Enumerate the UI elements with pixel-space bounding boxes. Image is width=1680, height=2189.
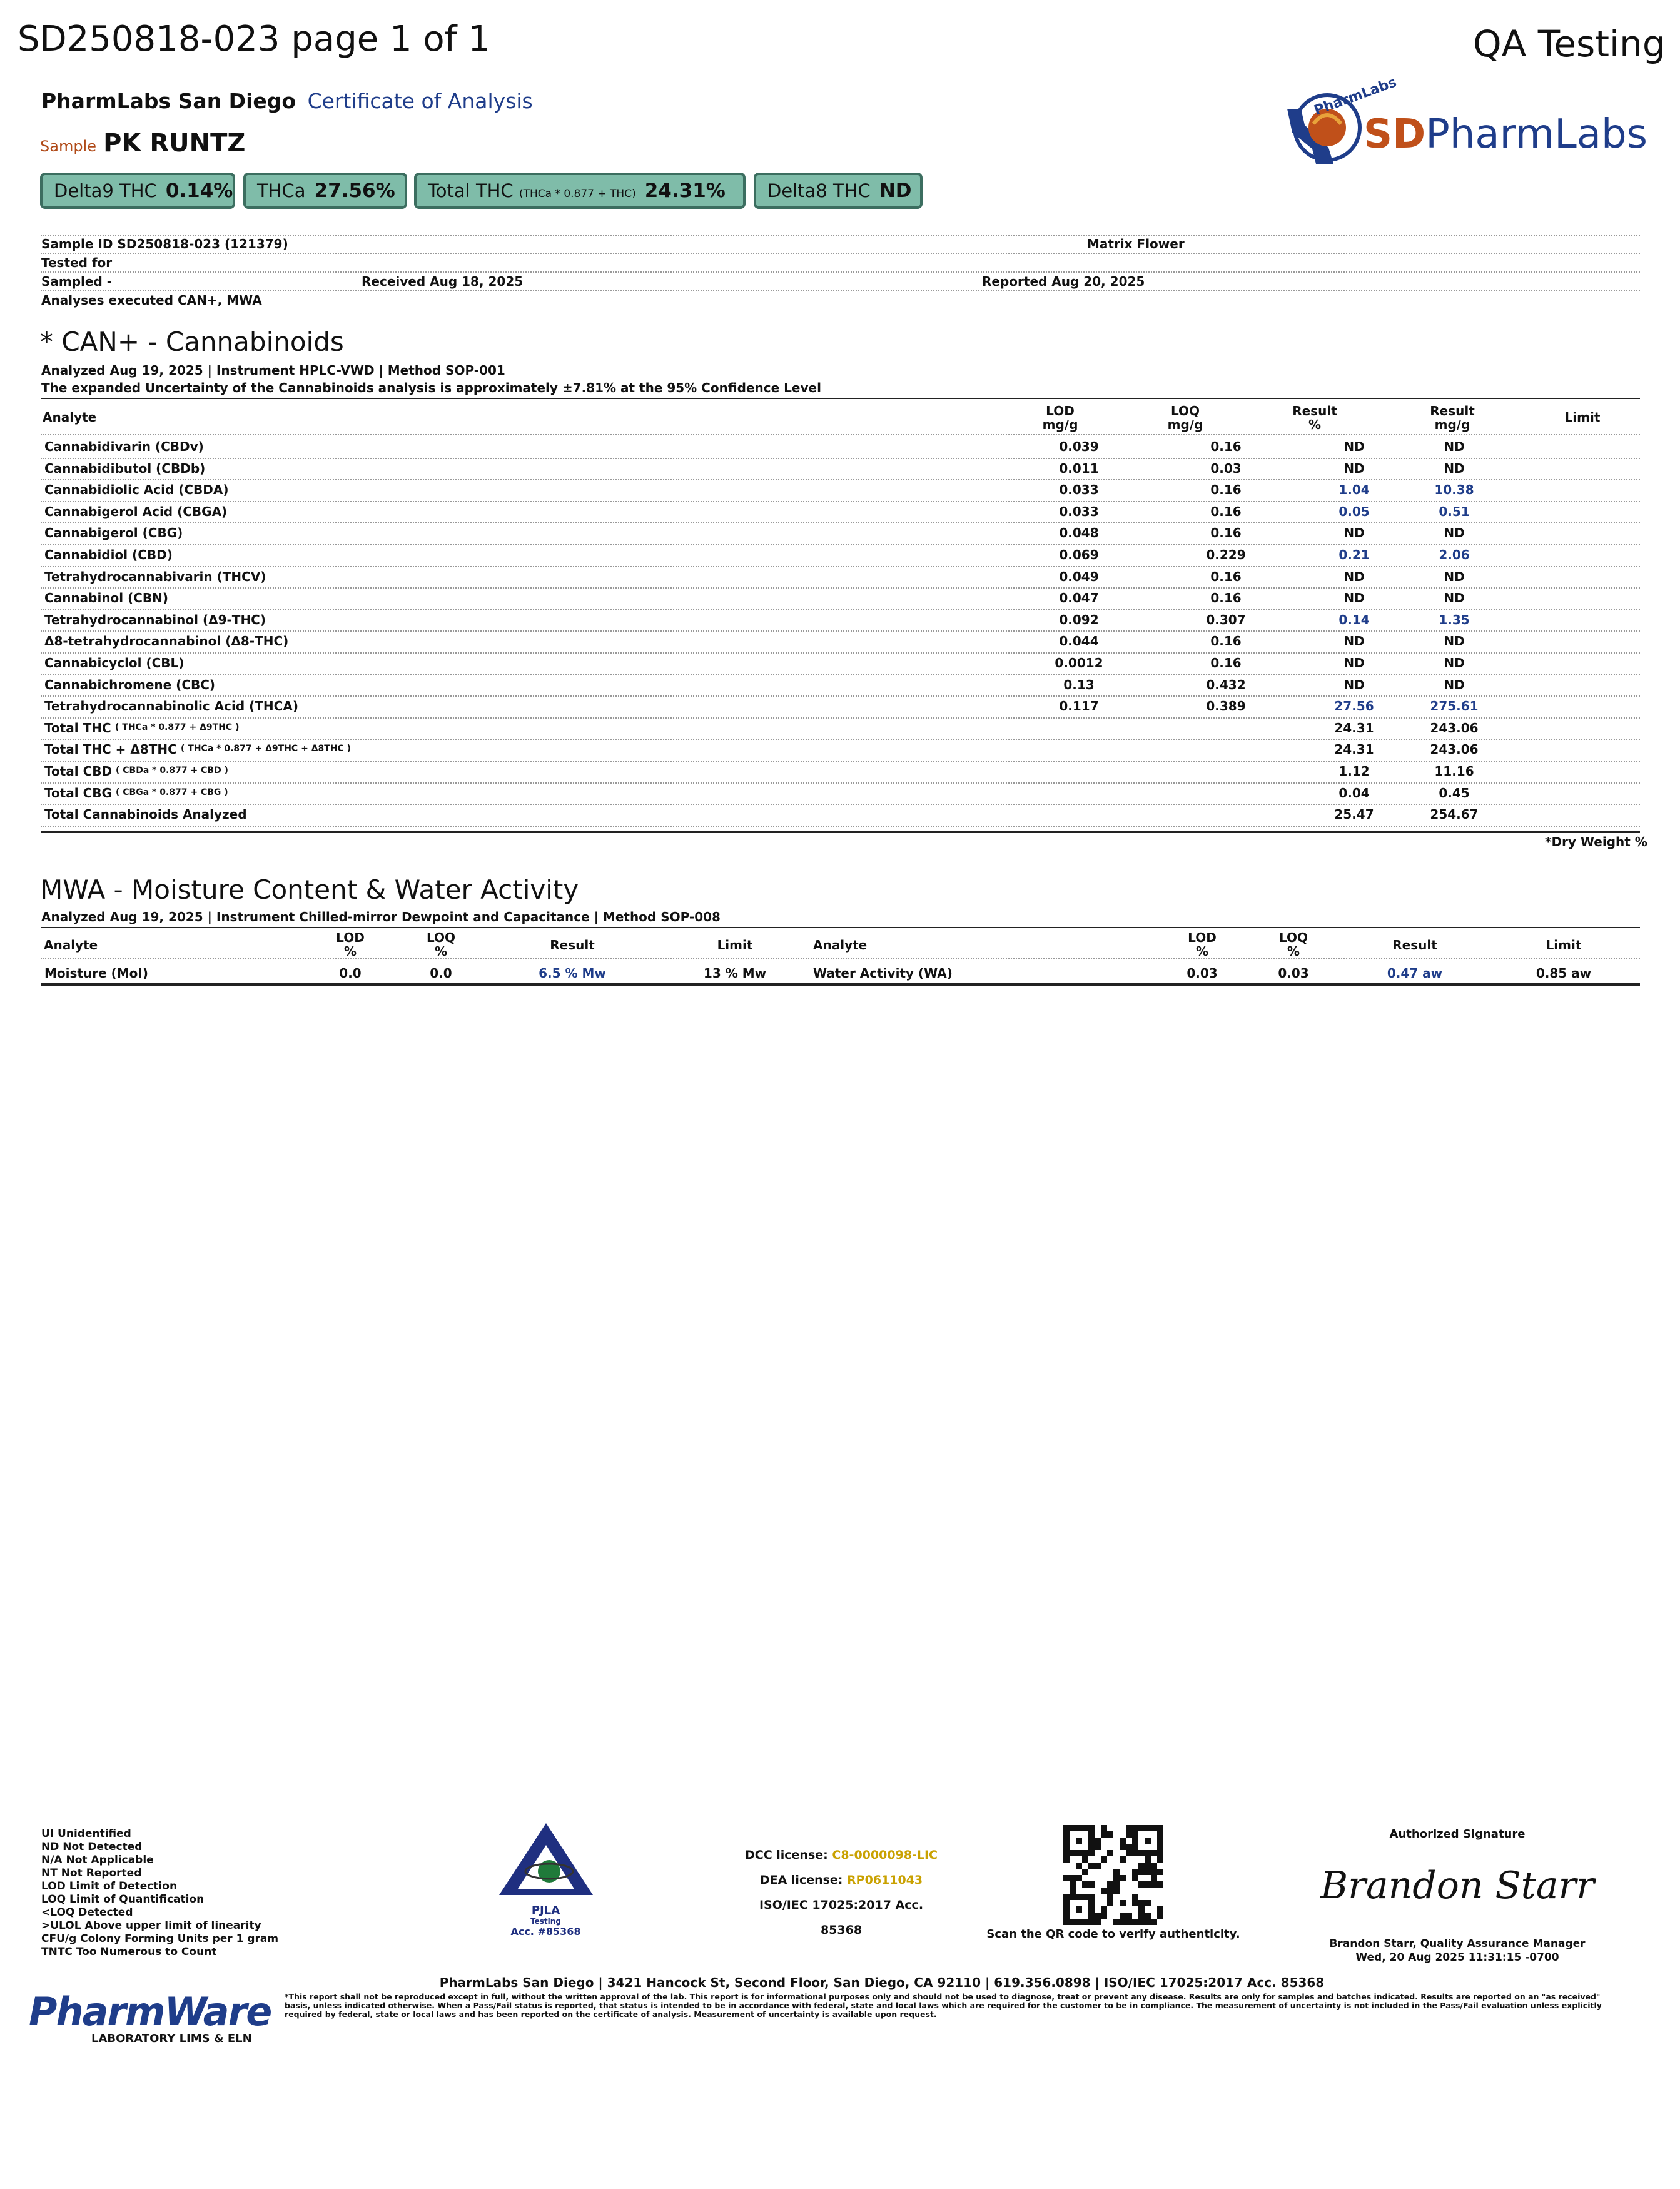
- divider: [41, 826, 1640, 827]
- table-row: [41, 458, 1640, 480]
- analyte-name: Δ8-tetrahydrocannabinol (Δ8-THC): [44, 634, 289, 649]
- pill-label: Total THC: [428, 180, 514, 201]
- legend-item: LOQ Limit of Quantification: [41, 1893, 205, 1906]
- sd-pharmlabs-logo: [1276, 74, 1647, 175]
- qr-caption: Scan the QR code to verify authenticity.: [986, 1928, 1240, 1941]
- pill-formula: (THCa * 0.877 + THC): [519, 188, 636, 200]
- col-result-mg: Result mg/g: [1430, 403, 1475, 432]
- table-row: [41, 653, 1640, 675]
- result-pct: 1.12: [1338, 764, 1370, 779]
- loq-value: 0.16: [1210, 590, 1242, 606]
- loq-value: 0.16: [1210, 482, 1242, 498]
- pill-label: Delta8 THC: [767, 180, 871, 201]
- analyte-name: Cannabidivarin (CBDv): [44, 439, 204, 454]
- col-lod: LOD mg/g: [1042, 403, 1078, 432]
- divider: [41, 290, 1640, 291]
- result-pct: ND: [1343, 655, 1365, 670]
- result-pct: 0.14: [1338, 612, 1370, 627]
- pjla-triangle-icon: [493, 1820, 599, 1901]
- divider: [41, 253, 1640, 254]
- table-row: [41, 675, 1640, 697]
- result-mg: 11.16: [1434, 764, 1474, 779]
- result-mg: ND: [1444, 634, 1465, 649]
- pill-value: ND: [879, 179, 912, 202]
- result-mg: ND: [1444, 525, 1465, 541]
- mwa-wa-lod: 0.03: [1187, 966, 1218, 981]
- lod-value: 0.0012: [1055, 655, 1103, 670]
- pjla-badge: [491, 1820, 600, 1945]
- signature-name-title: Brandon Starr, Quality Assurance Manager: [1329, 1938, 1586, 1950]
- loq-value: 0.307: [1206, 612, 1246, 627]
- result-pct: ND: [1343, 590, 1365, 606]
- result-mg: ND: [1444, 655, 1465, 670]
- sampled: Sampled -: [41, 274, 113, 289]
- result-pct: 0.21: [1338, 547, 1370, 562]
- sample-line: [40, 129, 245, 158]
- loq-value: 0.16: [1210, 525, 1242, 541]
- lod-value: 0.039: [1059, 439, 1099, 454]
- pill-value: 0.14%: [165, 179, 233, 202]
- dry-weight-note: *Dry Weight %: [1545, 834, 1647, 849]
- mwa-col-loq2: LOQ %: [1278, 930, 1308, 959]
- result-mg: ND: [1444, 439, 1465, 454]
- formula: ( THCa * 0.877 + Δ9THC + Δ8THC ): [181, 744, 352, 754]
- lod-value: 0.092: [1059, 612, 1099, 627]
- licenses: [738, 1843, 944, 1943]
- lod-value: 0.044: [1059, 634, 1099, 649]
- mwa-analyzed-line: Analyzed Aug 19, 2025 | Instrument Chilled-mirror Dewpoint and Capacitance | Method SOP-008: [41, 909, 721, 924]
- signature-datetime: Wed, 20 Aug 2025 11:31:15 -0700: [1355, 1951, 1559, 1964]
- legend-item: <LOQ Detected: [41, 1906, 133, 1919]
- legend-item: LOD Limit of Detection: [41, 1880, 178, 1893]
- mwa-moisture-result: 6.5 % Mw: [539, 966, 606, 981]
- logo-wordmark: [1364, 111, 1647, 158]
- pill-thca: [243, 173, 407, 209]
- iso-accreditation: ISO/IEC 17025:2017 Acc. 85368: [759, 1898, 924, 1937]
- coa-label: Certificate of Analysis: [307, 89, 533, 113]
- lod-value: 0.069: [1059, 547, 1099, 562]
- analyte-name: Total CBD: [44, 764, 113, 779]
- mwa-col-result2: Result: [1392, 938, 1437, 953]
- qa-testing-label: QA Testing: [1473, 23, 1666, 65]
- result-mg: 2.06: [1439, 547, 1470, 562]
- analyte-name: Cannabichromene (CBC): [44, 677, 216, 692]
- table-row: [41, 588, 1640, 610]
- mwa-wa-name: Water Activity (WA): [813, 966, 953, 981]
- formula: ( CBDa * 0.877 + CBD ): [116, 766, 228, 776]
- dcc-value: C8-0000098-LIC: [832, 1848, 938, 1862]
- loq-value: 0.03: [1210, 460, 1242, 476]
- signature-label: Authorized Signature: [1389, 1828, 1526, 1841]
- table-row: [41, 696, 1640, 718]
- sample-prefix: Sample: [40, 138, 96, 155]
- lod-value: 0.011: [1059, 460, 1099, 476]
- legend-item: N/A Not Applicable: [41, 1854, 154, 1866]
- mwa-bottom-rule: [41, 983, 1640, 986]
- mwa-col-limit: Limit: [717, 938, 753, 953]
- mwa-col-analyte: Analyte: [44, 938, 98, 953]
- result-mg: 1.35: [1439, 612, 1470, 627]
- mwa-wa-result: 0.47 aw: [1387, 966, 1443, 981]
- total-row: [41, 804, 1640, 826]
- result-mg: 254.67: [1430, 807, 1479, 822]
- result-mg: 275.61: [1430, 699, 1479, 714]
- total-row: [41, 783, 1640, 805]
- legend-item: NT Not Reported: [41, 1867, 142, 1879]
- result-mg: ND: [1444, 569, 1465, 584]
- col-result-pct: Result %: [1292, 403, 1337, 432]
- loq-value: 0.229: [1206, 547, 1246, 562]
- matrix: Matrix Flower: [1087, 236, 1185, 251]
- total-row: [41, 718, 1640, 740]
- footer-address: PharmLabs San Diego | 3421 Hancock St, Second Floor, San Diego, CA 92110 | 619.356.0898 | ISO/IEC 17025:2017 Acc. 85368: [439, 1975, 1325, 1990]
- mwa-row: [41, 963, 1640, 985]
- formula: ( THCa * 0.877 + Δ9THC ): [115, 722, 240, 732]
- lod-value: 0.117: [1059, 699, 1099, 714]
- loq-value: 0.16: [1210, 655, 1242, 670]
- pill-label: THCa: [257, 180, 306, 201]
- pjla-acc: Acc. #85368: [510, 1926, 581, 1938]
- table-bottom-rule: [41, 831, 1640, 833]
- lod-value: 0.047: [1059, 590, 1099, 606]
- mwa-col-analyte2: Analyte: [813, 938, 868, 953]
- result-pct: 27.56: [1334, 699, 1374, 714]
- analyte-name: Tetrahydrocannabinol (Δ9-THC): [44, 612, 266, 627]
- result-pct: 1.04: [1338, 482, 1370, 498]
- result-mg: 0.51: [1439, 503, 1470, 519]
- col-loq: LOQ mg/g: [1167, 403, 1203, 432]
- divider: [41, 434, 1640, 435]
- formula: ( CBGa * 0.877 + CBG ): [116, 787, 228, 797]
- lod-value: 0.049: [1059, 569, 1099, 584]
- col-limit: Limit: [1564, 410, 1601, 425]
- footer-disclaimer: *This report shall not be reproduced except in full, without the written approval of the lab. This report is for informational purposes only and should not be used to diagnose, treat or prevent any disease. Results are only for samples and batches indicated. Results are reported on an "as received" basis, unless indicated otherwise. When a Pass/Fail status is reported, that status is intended to be in accordance with federal, state and local laws which are required for the customer to be in compliance. The measurement of uncertainty is not included in the Pass/Fail evaluation unless explicitly required by federal, state or local laws and has been reported on the certificate of analysis. Measurement of uncertainty is available upon request.: [285, 1992, 1602, 2019]
- analyte-name: Cannabidiol (CBD): [44, 547, 173, 562]
- total-row: [41, 739, 1640, 761]
- received-date: Received Aug 18, 2025: [362, 274, 524, 289]
- table-row: [41, 480, 1640, 502]
- doc-id-page: SD250818-023 page 1 of 1: [18, 19, 490, 59]
- logo-sd: SD: [1364, 111, 1426, 158]
- dcc-label: DCC license:: [744, 1848, 828, 1862]
- legend-item: ND Not Detected: [41, 1841, 143, 1853]
- pharmware-logo: [29, 1989, 271, 2064]
- logo-ring-text: PharmLabs: [1312, 74, 1399, 119]
- sample-id: Sample ID SD250818-023 (121379): [41, 236, 288, 251]
- lab-name: PharmLabs San Diego: [41, 89, 296, 113]
- pill-value: 24.31%: [644, 179, 726, 202]
- lod-value: 0.033: [1059, 503, 1099, 519]
- result-mg: 10.38: [1434, 482, 1474, 498]
- sample-name: PK RUNTZ: [103, 129, 246, 158]
- loq-value: 0.16: [1210, 503, 1242, 519]
- total-row: [41, 761, 1640, 783]
- loq-value: 0.432: [1206, 677, 1246, 692]
- pill-value: 27.56%: [314, 179, 395, 202]
- result-mg: ND: [1444, 590, 1465, 606]
- abbreviation-legend: [41, 1828, 278, 1959]
- analyte-name: Cannabidibutol (CBDb): [44, 460, 206, 476]
- col-analyte: Analyte: [43, 410, 97, 425]
- analyte-name: Cannabicyclol (CBL): [44, 655, 185, 670]
- pill-delta9-thc: [40, 173, 235, 209]
- result-pct: 0.05: [1338, 503, 1370, 519]
- mwa-wa-loq: 0.03: [1278, 966, 1309, 981]
- pjla-sub: Testing: [530, 1917, 561, 1926]
- coa-header: [41, 89, 533, 113]
- table-row: [41, 523, 1640, 545]
- analyte-name: Cannabigerol Acid (CBGA): [44, 503, 228, 519]
- analyte-name: Total Cannabinoids Analyzed: [44, 807, 247, 822]
- analyte-name: Cannabidiolic Acid (CBDA): [44, 482, 229, 498]
- result-pct: ND: [1343, 677, 1365, 692]
- result-mg: 243.06: [1430, 742, 1479, 757]
- mwa-moisture-loq: 0.0: [430, 966, 452, 981]
- result-pct: ND: [1343, 634, 1365, 649]
- mwa-moisture-limit: 13 % Mw: [703, 966, 767, 981]
- analyte-name: Tetrahydrocannabinolic Acid (THCA): [44, 699, 298, 714]
- mwa-section-title: MWA - Moisture Content & Water Activity: [40, 874, 579, 905]
- table-row: [41, 502, 1640, 523]
- logo-pharmlabs: PharmLabs: [1425, 111, 1647, 158]
- loq-value: 0.16: [1210, 569, 1242, 584]
- divider: [41, 235, 1640, 236]
- can-analyzed-line: Analyzed Aug 19, 2025 | Instrument HPLC-VWD | Method SOP-001: [41, 363, 505, 378]
- result-pct: 24.31: [1334, 742, 1374, 757]
- table-row: [41, 610, 1640, 632]
- lod-value: 0.048: [1059, 525, 1099, 541]
- dea-value: RP0611043: [847, 1873, 923, 1887]
- table-row: [41, 631, 1640, 653]
- divider: [41, 398, 1640, 399]
- result-pct: 24.31: [1334, 720, 1374, 736]
- loq-value: 0.16: [1210, 439, 1242, 454]
- lod-value: 0.13: [1063, 677, 1095, 692]
- analyte-name: Cannabigerol (CBG): [44, 525, 183, 541]
- result-pct: 25.47: [1334, 807, 1374, 822]
- dea-label: DEA license:: [759, 1873, 843, 1887]
- legend-item: >ULOL Above upper limit of linearity: [41, 1919, 261, 1932]
- legend-item: UI Unidentified: [41, 1828, 131, 1840]
- table-row: [41, 437, 1640, 458]
- result-mg: ND: [1444, 677, 1465, 692]
- legend-item: CFU/g Colony Forming Units per 1 gram: [41, 1933, 279, 1945]
- pjla-name: PJLA: [531, 1904, 560, 1917]
- mwa-col-limit2: Limit: [1546, 938, 1582, 953]
- pharmware-sub: LABORATORY LIMS & ELN: [91, 2032, 252, 2045]
- mwa-col-result: Result: [550, 938, 595, 953]
- loq-value: 0.389: [1206, 699, 1246, 714]
- mwa-wa-limit: 0.85 aw: [1536, 966, 1592, 981]
- divider: [41, 271, 1640, 273]
- pill-label: Delta9 THC: [54, 180, 157, 201]
- signature-script: Brandon Starr: [1320, 1864, 1594, 1908]
- divider: [41, 927, 1640, 928]
- analyte-name: Total THC: [44, 720, 111, 736]
- divider: [41, 958, 1640, 959]
- loq-value: 0.16: [1210, 634, 1242, 649]
- mwa-col-lod2: LOD %: [1188, 930, 1217, 959]
- result-pct: ND: [1343, 460, 1365, 476]
- can-section-title: * CAN+ - Cannabinoids: [40, 326, 344, 357]
- mwa-col-lod: LOD %: [336, 930, 365, 959]
- analyte-name: Tetrahydrocannabivarin (THCV): [44, 569, 266, 584]
- table-row: [41, 545, 1640, 567]
- can-uncertainty-line: The expanded Uncertainty of the Cannabinoids analysis is approximately ±7.81% at the 95% Confidence Level: [41, 380, 821, 395]
- tested-for: Tested for: [41, 255, 113, 270]
- mwa-col-loq: LOQ %: [426, 930, 456, 959]
- verification-qr-code[interactable]: [1063, 1825, 1163, 1925]
- pill-total-thc: [414, 173, 746, 209]
- result-pct: ND: [1343, 525, 1365, 541]
- reported-date: Reported Aug 20, 2025: [982, 274, 1145, 289]
- legend-item: TNTC Too Numerous to Count: [41, 1946, 217, 1958]
- analyte-name: Cannabinol (CBN): [44, 590, 169, 606]
- result-pct: ND: [1343, 439, 1365, 454]
- table-row: [41, 567, 1640, 589]
- mwa-moisture-lod: 0.0: [339, 966, 362, 981]
- pharmware-wordmark: PharmWare: [29, 1989, 271, 2035]
- analyses-executed: Analyses executed CAN+, MWA: [41, 293, 262, 308]
- result-mg: 243.06: [1430, 720, 1479, 736]
- mwa-moisture-name: Moisture (MoI): [44, 966, 148, 981]
- analyte-name: Total CBG: [44, 785, 112, 801]
- result-pct: ND: [1343, 569, 1365, 584]
- lod-value: 0.033: [1059, 482, 1099, 498]
- analyte-name: Total THC + Δ8THC: [44, 742, 177, 757]
- result-mg: ND: [1444, 460, 1465, 476]
- result-mg: 0.45: [1439, 785, 1470, 801]
- pill-delta8-thc: [754, 173, 923, 209]
- result-pct: 0.04: [1338, 785, 1370, 801]
